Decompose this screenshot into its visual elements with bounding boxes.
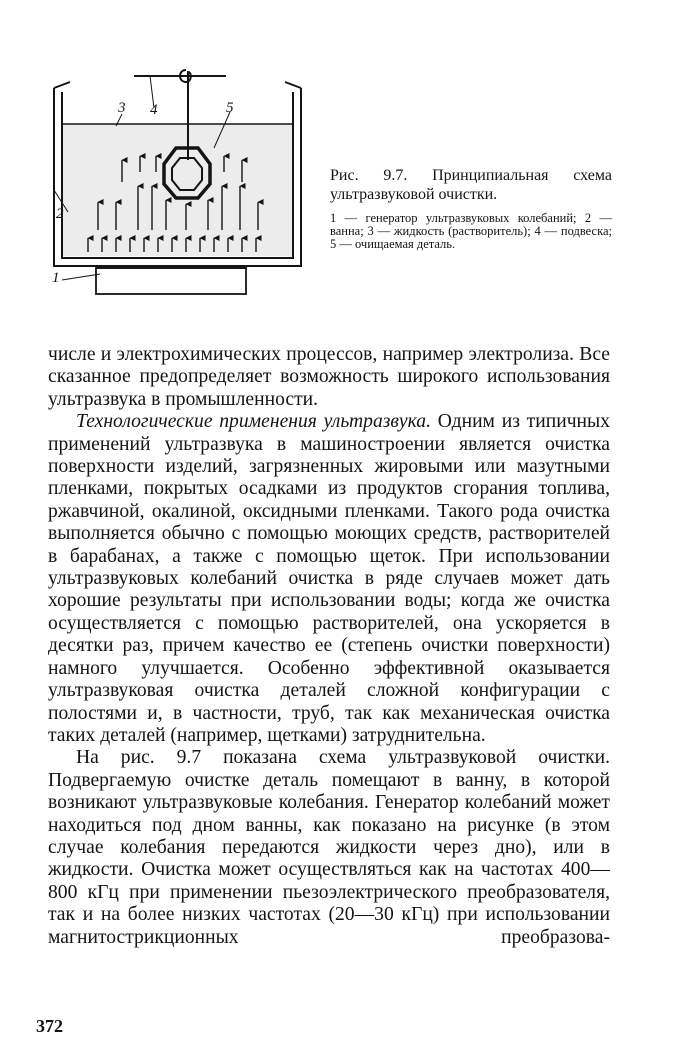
paragraph-1: числе и электрохимических процессов, например электролиза. Все сказанное предопределяет возможность широкого использования ультразвука в промышленности. xyxy=(48,344,610,410)
caption-title: Рис. 9.7. Принципиальная схема ультразвуковой очистки. xyxy=(330,167,612,203)
generator-box xyxy=(96,266,246,294)
figure-label-3: 3 xyxy=(118,100,126,116)
paragraph-2 xyxy=(48,411,610,747)
liquid-fill xyxy=(62,124,293,256)
section-heading: Технологические применения ультразвука. xyxy=(76,411,431,433)
body-text xyxy=(48,344,610,949)
figure-label-5: 5 xyxy=(226,100,234,116)
caption-legend: 1 — генератор ультразвуковых колебаний; 2 — ванна; 3 — жидкость (растворитель); 4 — подвеска; 5 — очищаемая деталь. xyxy=(330,211,612,251)
figure-label-2: 2 xyxy=(56,206,64,222)
page-number: 372 xyxy=(36,1016,63,1036)
figure-label-4: 4 xyxy=(150,102,158,118)
figure-label-1: 1 xyxy=(52,270,60,286)
figure-caption xyxy=(330,166,612,251)
cleaning-scheme-figure xyxy=(50,62,312,312)
paragraph-3: На рис. 9.7 показана схема ультразвуковой очистки. Подвергаемую очистке деталь помещают в ванну, в которой возникают ультразвуковые колебания. Генератор колебаний может находиться под дном ванны, как показано на рисунке (в этом случае колебания передаются жидкости через дно), или в жидкости. Очистка может осуществляться как на частотах 400—800 кГц при применении пьезоэлектрического преобразователя, так и на более низких частотах (20—30 кГц) при использовании магнитострикционных преобразова- xyxy=(48,747,610,948)
bath-diagram xyxy=(50,62,312,312)
paragraph-2-text: Одним из типичных применений ультразвука в машиностроении является очистка поверхности изделий, загрязненных жировыми или мазутными пленками, покрытых осадками из продуктов сгорания топлива, ржавчиной, окалиной, оксидными пленками. Такого рода очистка выполняется обычно с помощью моющих средств, растворителей в барабанах, а также с помощью щеток. При использовании ультразвуковых колебаний очистка в ряде случаев может дать хорошие результаты при использовании воды; когда же очистка осуществляется с помощью растворителей, она ускоряется в десятки раз, причем качество ее (степень очистки поверхности) намного улучшается. Особенно эффективной оказывается ультразвуковая очистка деталей сложной конфигурации с полостями и, в частности, труб, так как механическая очистка таких деталей (например, щетками) затруднительна. xyxy=(48,411,610,746)
